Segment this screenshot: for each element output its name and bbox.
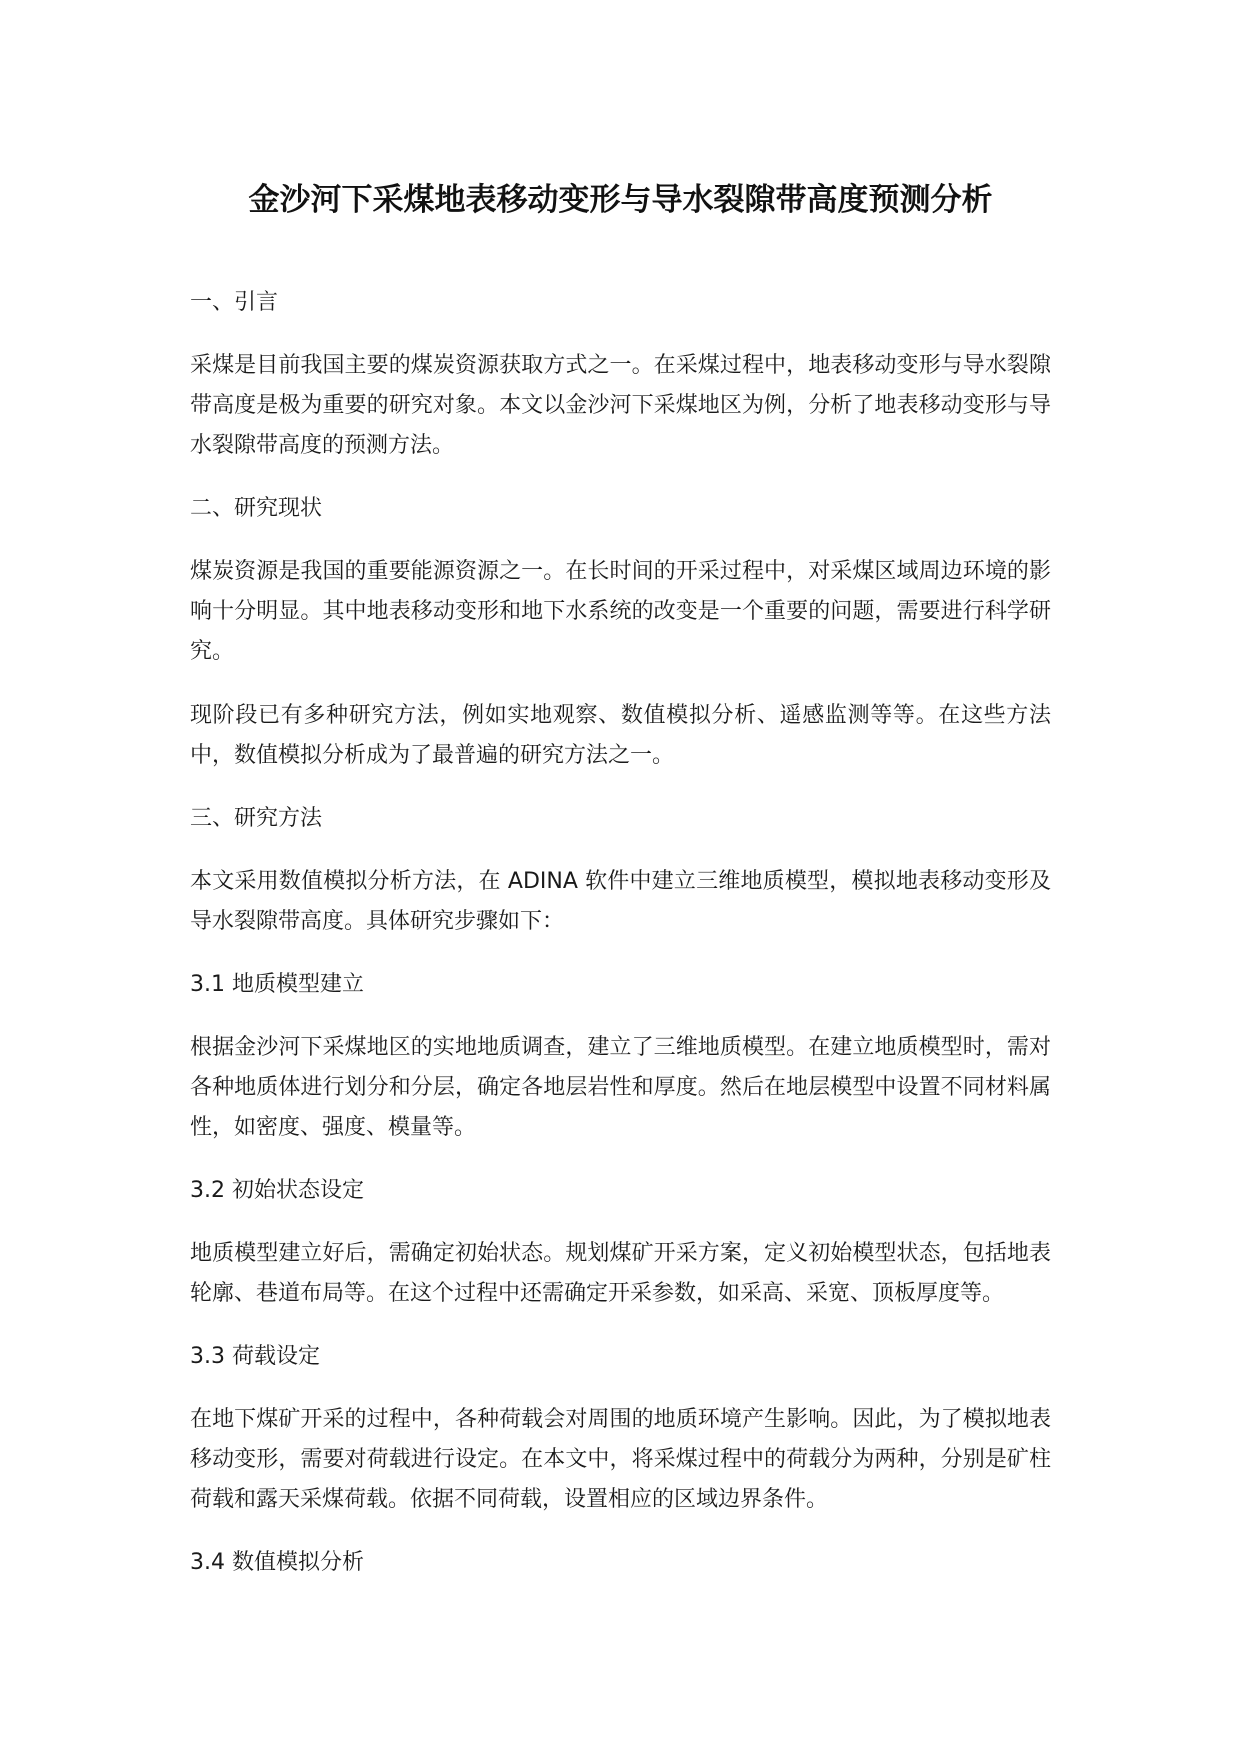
subsection-3-2-heading: 3.2 初始状态设定 [190,1178,364,1203]
section-2-paragraph-1: 煤炭资源是我国的重要能源资源之一。在长时间的开采过程中，对采煤区域周边环境的影响十分明显。其中地表移动变形和地下水系统的改变是一个重要的问题，需要进行科学研究。 [190,559,1051,664]
section-1-heading: 一、引言 [190,290,279,315]
section-3-heading: 三、研究方法 [190,806,323,831]
subsection-3-1-heading: 3.1 地质模型建立 [190,972,364,997]
section-3-paragraph-1: 本文采用数值模拟分析方法，在 ADINA 软件中建立三维地质模型，模拟地表移动变形及导水裂隙带高度。具体研究步骤如下： [190,869,1051,934]
section-1-paragraph-1: 采煤是目前我国主要的煤炭资源获取方式之一。在采煤过程中，地表移动变形与导水裂隙带高度是极为重要的研究对象。本文以金沙河下采煤地区为例，分析了地表移动变形与导水裂隙带高度的预测方法。 [190,353,1051,458]
section-2-paragraph-2: 现阶段已有多种研究方法，例如实地观察、数值模拟分析、遥感监测等等。在这些方法中，数值模拟分析成为了最普遍的研究方法之一。 [190,703,1051,768]
section-2-heading: 二、研究现状 [190,496,323,521]
subsection-3-2-paragraph: 地质模型建立好后，需确定初始状态。规划煤矿开采方案，定义初始模型状态，包括地表轮廓、巷道布局等。在这个过程中还需确定开采参数，如采高、采宽、顶板厚度等。 [190,1241,1051,1306]
subsection-3-3-heading: 3.3 荷载设定 [190,1344,320,1369]
subsection-3-1-paragraph: 根据金沙河下采煤地区的实地地质调查，建立了三维地质模型。在建立地质模型时，需对各种地质体进行划分和分层，确定各地层岩性和厚度。然后在地层模型中设置不同材料属性，如密度、强度、模量等。 [190,1035,1051,1140]
subsection-3-4-heading: 3.4 数值模拟分析 [190,1550,364,1575]
subsection-3-3-paragraph: 在地下煤矿开采的过程中，各种荷载会对周围的地质环境产生影响。因此，为了模拟地表移动变形，需要对荷载进行设定。在本文中，将采煤过程中的荷载分为两种，分别是矿柱荷载和露天采煤荷载。依据不同荷载，设置相应的区域边界条件。 [190,1407,1051,1512]
document-title: 金沙河下采煤地表移动变形与导水裂隙带高度预测分析 [248,182,993,218]
